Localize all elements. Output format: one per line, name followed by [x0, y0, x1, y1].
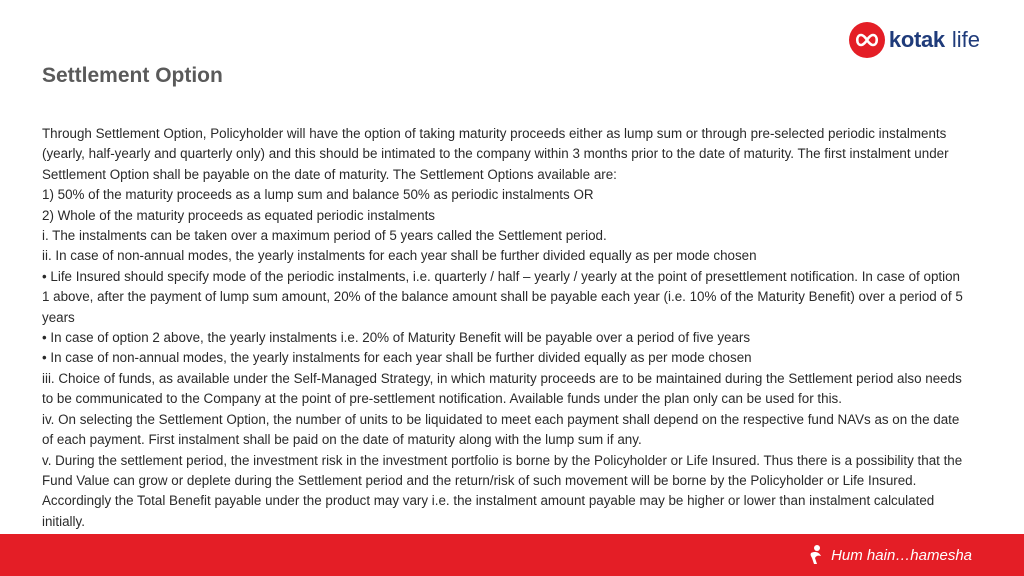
paragraph-point-i: i. The instalments can be taken over a maximum period of 5 years called the Settlement period. — [42, 228, 607, 244]
bullet-non-annual: • In case of non-annual modes, the yearly instalments for each year shall be further divided equally as per mode chosen — [42, 350, 752, 366]
paragraph-point-v: v. During the settlement period, the investment risk in the investment portfolio is borne by the Policyholder or Life Insured. Thus there is a possibility that the Fund Value can grow or deplete during the Settlement period and the return/risk of such movement will be borne by the Policyholder or Life Insured. Accordingly the Total Benefit payable under the product may vary i.e. the instalment amount payable may be higher or lower than instalment calculated initially. — [42, 452, 963, 529]
paragraph-point-ii: ii. In case of non-annual modes, the yearly instalments for each year shall be further divided equally as per mode chosen — [42, 248, 757, 264]
brand-suffix: life — [951, 27, 980, 52]
paragraph-option-2: 2) Whole of the maturity proceeds as equated periodic instalments — [42, 207, 435, 223]
settlement-text-body — [42, 124, 967, 532]
bullet-mode-spec: • Life Insured should specify mode of the periodic instalments, i.e. quarterly / half – yearly / yearly at the point of presettlement notification. In case of option 1 above, after the payment of lump sum amount, 20% of the balance amount shall be payable each year (i.e. 10% of the Maturity Benefit) over a period of 5 years — [42, 268, 963, 325]
bullet-option-2: • In case of option 2 above, the yearly instalments i.e. 20% of Maturity Benefit will be payable over a period of five years — [42, 330, 751, 346]
paragraph-intro: Through Settlement Option, Policyholder will have the option of taking maturity proceeds either as lump sum or through pre-selected periodic instalments (yearly, half-yearly and quarterly only) and this should be intimated to the company within 3 months prior to the date of maturity. The first instalment under Settlement Option shall be payable on the date of maturity. The Settlement Options available are: — [42, 126, 949, 182]
paragraph-point-iii: iii. Choice of funds, as available under the Self-Managed Strategy, in which maturity proceeds are to be maintained during the Settlement period also needs to be communicated to the Company at the point of pre-settlement notification. Available funds under the plan only can be used for this. — [42, 370, 962, 407]
footer-tagline — [807, 544, 972, 566]
page-title: Settlement Option — [42, 64, 223, 87]
footer-bar — [0, 534, 1024, 576]
brand-logo — [849, 22, 980, 58]
hamesha-figure-icon — [807, 544, 825, 566]
paragraph-option-1: 1) 50% of the maturity proceeds as a lump sum and balance 50% as periodic instalments OR — [42, 187, 594, 203]
tagline-text: Hum hain…hamesha — [831, 546, 972, 564]
kotak-infinity-logo-icon — [849, 22, 885, 58]
paragraph-point-iv: iv. On selecting the Settlement Option, the number of units to be liquidated to meet each payment shall depend on the respective fund NAVs as on the date of each payment. First instalment shall be paid on the date of maturity along with the lump sum if any. — [42, 411, 960, 448]
brand-name: kotak — [888, 27, 945, 52]
